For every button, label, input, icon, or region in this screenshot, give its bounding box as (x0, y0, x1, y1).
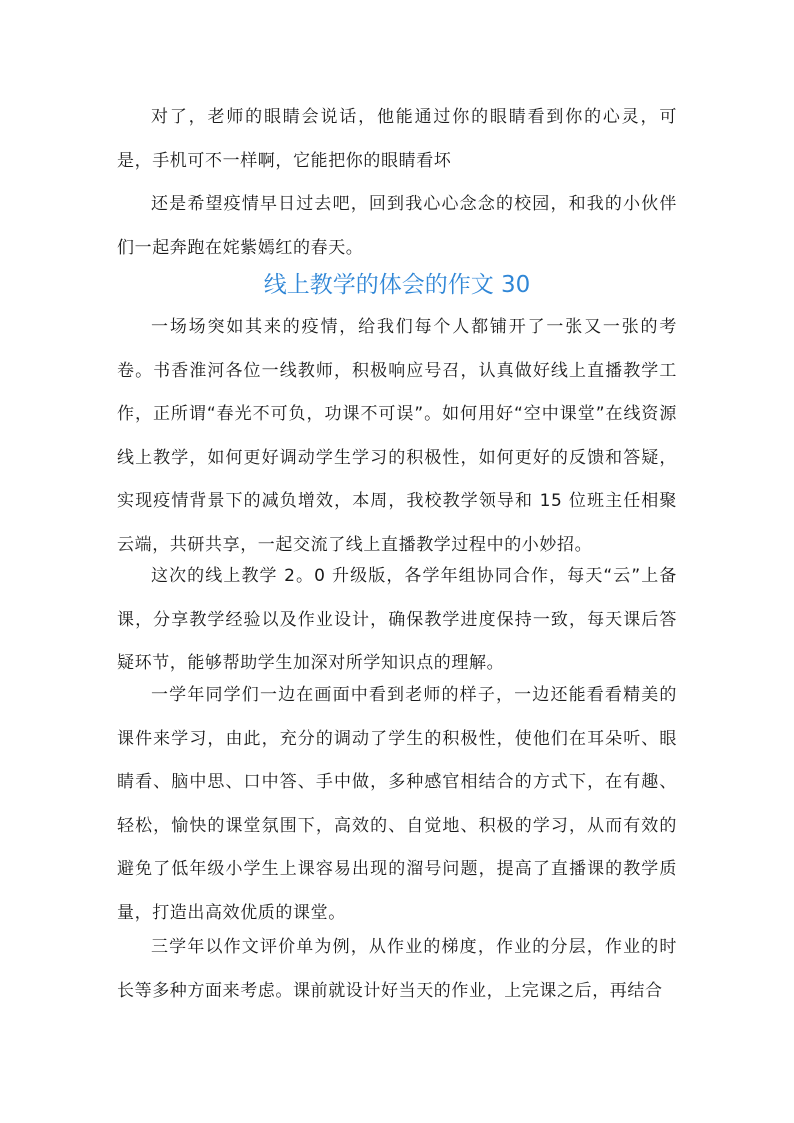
paragraph-third-grade: 三学年以作文评价单为例，从作业的梯度，作业的分层，作业的时长等多种方面来考虑。课前就设计好当天的作业，上完课之后，再结合 (117, 937, 677, 1001)
paragraph-upgrade-version: 这次的线上教学 2。0 升级版，各学年组协同合作，每天“云”上备课，分享教学经验以及作业设计，确保教学进度保持一致，每天课后答疑环节，能够帮助学生加深对所学知识点的理解。 (117, 566, 677, 673)
paragraph-teacher-eyes: 对了，老师的眼睛会说话，他能通过你的眼睛看到你的心灵，可是，手机可不一样啊，它能把你的眼睛看坏 (117, 107, 677, 171)
section-title: 线上教学的体会的作文 30 (263, 272, 531, 298)
paragraph-first-grade: 一学年同学们一边在画面中看到老师的样子，一边还能看看精美的课件来学习，由此，充分的调动了学生的积极性，使他们在耳朵听、眼睛看、脑中思、口中答、手中做，多种感官相结合的方式下，在有趣、轻松，愉快的课堂氛围下，高效的、自觉地、积极的学习，从而有效的避免了低年级小学生上课容易出现的溜号问题，提高了直播课的教学质量，打造出高效优质的课堂。 (117, 685, 677, 923)
paragraph-epidemic-intro: 一场场突如其来的疫情，给我们每个人都铺开了一张又一张的考卷。书香淮河各位一线教师，积极响应号召，认真做好线上直播教学工作，正所谓“春光不可负，功课不可误”。如何用好“空中课堂”在线资源线上教学，如何更好调动学生学习的积极性，如何更好的反馈和答疑，实现疫情背景下的减负增效，本周，我校教学领导和 15 位班主任相聚云端，共研共享，一起交流了线上直播教学过程中的小妙招。 (117, 317, 677, 555)
paragraph-hope-campus: 还是希望疫情早日过去吧，回到我心心念念的校园，和我的小伙伴们一起奔跑在姹紫嫣红的春天。 (117, 194, 677, 258)
